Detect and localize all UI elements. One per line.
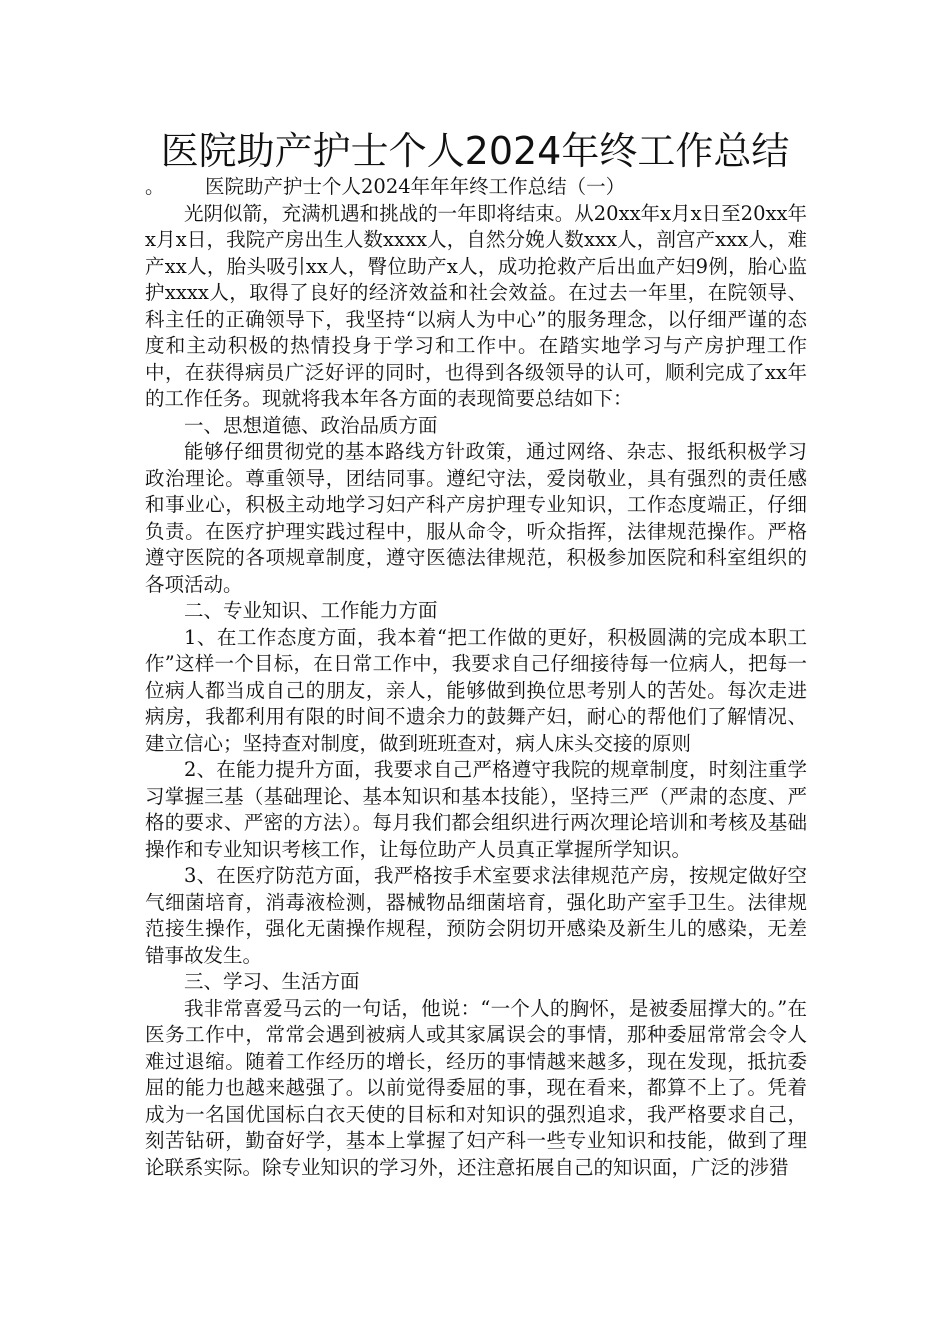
paragraph-intro: 光阴似箭，充满机遇和挑战的一年即将结束。从20xx年x月x日至20xx年x月x日，我院产房出生人数xxxx人，自然分娩人数xxx人，剖宫产xxx人，难产xx人，胎头吸引xx人，臀位助产x人，成功抢救产后出血产妇9例，胎心监护xxxx人，取得了良好的经济效益和社会效益。在过去一年里，在院领导、科主任的正确领导下，我坚持“以病人为中心”的服务理念，以仔细严谨的态度和主动积极的热情投身于学习和工作中。在踏实地学习与产房护理工作中，在获得病员广泛好评的同时，也得到各级领导的认可，顺利完成了xx年的工作任务。现就将我本年各方面的表现简要总结如下： xyxy=(145,201,807,410)
paragraph-item-1: 1、在工作态度方面，我本着“把工作做的更好，积极圆满的完成本职工作”这样一个目标，在日常工作中，我要求自己仔细接待每一位病人，把每一位病人都当成自己的朋友，亲人，能够做到换位思考别人的苦处。每次走进病房，我都利用有限的时间不遗余力的鼓舞产妇，耐心的帮他们了解情况、建立信心；坚持查对制度，做到班班查对，病人床头交接的原则 xyxy=(145,625,807,755)
paragraph-item-2: 2、在能力提升方面，我要求自己严格遵守我院的规章制度，时刻注重学习掌握三基（基础理论、基本知识和基本技能），坚持三严（严肃的态度、严格的要求、严密的方法）。每月我们都会组织进行两次理论培训和考核及基础操作和专业知识考核工作，让每位助产人员真正掌握所学知识。 xyxy=(145,758,807,861)
subtitle-line xyxy=(145,174,807,201)
paragraph-section-3: 我非常喜爱马云的一句话，他说：“一个人的胸怀，是被委屈撑大的。”在医务工作中，常常会遇到被病人或其家属误会的事情，那种委屈常常会令人难过退缩。随着工作经历的增长，经历的事情越来越多，现在发现，抵抗委屈的能力也越来越强了。以前觉得委屈的事，现在看来，都算不上了。凭着成为一名国优国标白衣天使的目标和对知识的强烈追求，我严格要求自己，刻苦钻研，勤奋好学，基本上掌握了妇产科一些专业知识和技能，做到了理论联系实际。除专业知识的学习外，还注意拓展自己的知识面，广泛的涉猎 xyxy=(145,996,807,1179)
heading-section-1: 一、思想道德、政治品质方面 xyxy=(184,413,438,437)
heading-section-3: 三、学习、生活方面 xyxy=(184,970,360,993)
document-title: 医院助产护士个人2024年终工作总结 xyxy=(160,129,790,173)
section-subtitle: 医院助产护士个人2024年年年终工作总结（一） xyxy=(205,175,626,198)
paragraph-section-1: 能够仔细贯彻党的基本路线方针政策，通过网络、杂志、报纸积极学习政治理论。尊重领导，团结同事。遵纪守法，爱岗敬业，具有强烈的责任感和事业心，积极主动地学习妇产科产房护理专业知识，工作态度端正，仔细负责。在医疗护理实践过程中，服从命令，听众指挥，法律规范操作。严格遵守医院的各项规章制度，遵守医德法律规范，积极参加医院和科室组织的各项活动。 xyxy=(145,440,807,596)
heading-section-2: 二、专业知识、工作能力方面 xyxy=(184,599,438,622)
document-body xyxy=(145,174,807,1181)
lead-mark: 。 xyxy=(145,175,165,198)
paragraph-item-3: 3、在医疗防范方面，我严格按手术室要求法律规范产房，按规定做好空气细菌培育，消毒液检测，器械物品细菌培育，强化助产室手卫生。法律规范接生操作，强化无菌操作规程，预防会阴切开感染及新生儿的感染，无差错事故发生。 xyxy=(145,864,807,967)
